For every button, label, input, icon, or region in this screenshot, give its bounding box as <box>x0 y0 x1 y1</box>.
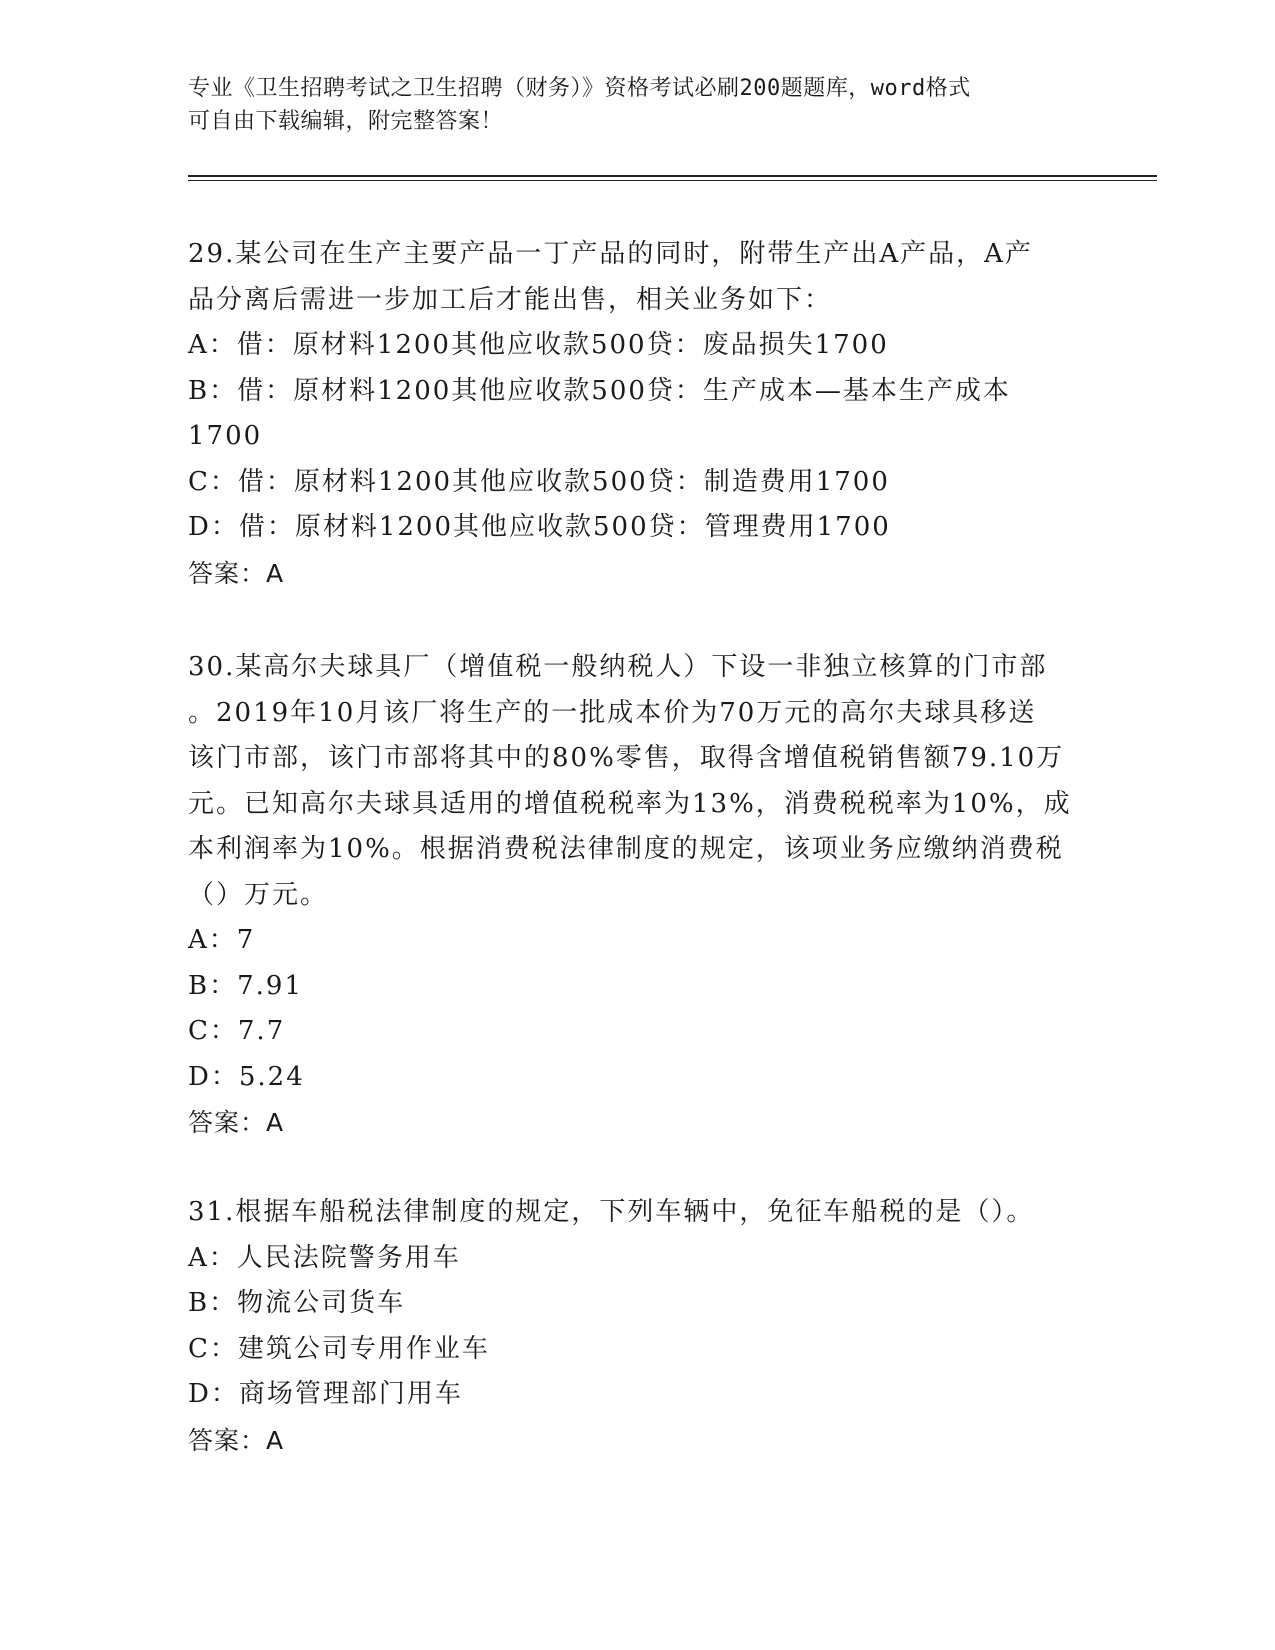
question-text-line: 。2019年10月该厂将生产的一批成本价为70万元的高尔夫球具移送 <box>188 697 1037 728</box>
question-text-line: 29.某公司在生产主要产品一丁产品的同时，附带生产出A产品，A产 <box>188 239 1033 269</box>
page-header <box>188 72 1088 138</box>
option-b-continued: 1700 <box>188 421 263 451</box>
option-c: C：7.7 <box>188 1016 286 1046</box>
question-text-line: 本利润率为10%。根据消费税法律制度的规定，该项业务应缴纳消费税 <box>188 834 1064 864</box>
option-d: D：借：原材料1200其他应收款500贷：管理费用1700 <box>188 512 891 542</box>
answer-label: 答案：A <box>188 558 285 588</box>
question-30 <box>188 645 1088 1146</box>
question-text-line: 该门市部，该门市部将其中的80%零售，取得含增值税销售额79.10万 <box>188 743 1065 773</box>
question-text-line: （）万元。 <box>188 879 329 910</box>
option-c: C：借：原材料1200其他应收款500贷：制造费用1700 <box>188 466 890 497</box>
option-d: D：5.24 <box>188 1061 305 1092</box>
answer-label: 答案：A <box>188 1425 285 1455</box>
question-text-line: 31.根据车船税法律制度的规定，下列车辆中，免征车船税的是（）。 <box>188 1197 1035 1227</box>
option-c: C：建筑公司专用作业车 <box>188 1333 490 1364</box>
header-line-1: 专业《卫生招聘考试之卫生招聘（财务）》资格考试必刷200题题库，word格式 <box>188 76 971 101</box>
header-line-2: 可自由下载编辑，附完整答案！ <box>188 109 504 134</box>
option-a: A：借：原材料1200其他应收款500贷：废品损失1700 <box>188 330 889 360</box>
option-a: A：7 <box>188 925 256 955</box>
option-b: B：借：原材料1200其他应收款500贷：生产成本—基本生产成本 <box>188 375 1011 406</box>
question-text-line: 元。已知高尔夫球具适用的增值税税率为13%，消费税税率为10%，成 <box>188 788 1072 819</box>
option-b: B：物流公司货车 <box>188 1288 406 1318</box>
question-text-line: 30.某高尔夫球具厂（增值税一般纳税人）下设一非独立核算的门市部 <box>188 652 1048 682</box>
option-a: A：人民法院警务用车 <box>188 1242 461 1273</box>
option-b: B：7.91 <box>188 970 303 1001</box>
header-divider <box>188 175 1157 181</box>
question-text-line: 品分离后需进一步加工后才能出售，相关业务如下： <box>188 284 833 315</box>
question-31 <box>188 1190 1088 1463</box>
option-d: D：商场管理部门用车 <box>188 1379 463 1409</box>
question-29 <box>188 232 1088 596</box>
answer-label: 答案：A <box>188 1108 285 1137</box>
